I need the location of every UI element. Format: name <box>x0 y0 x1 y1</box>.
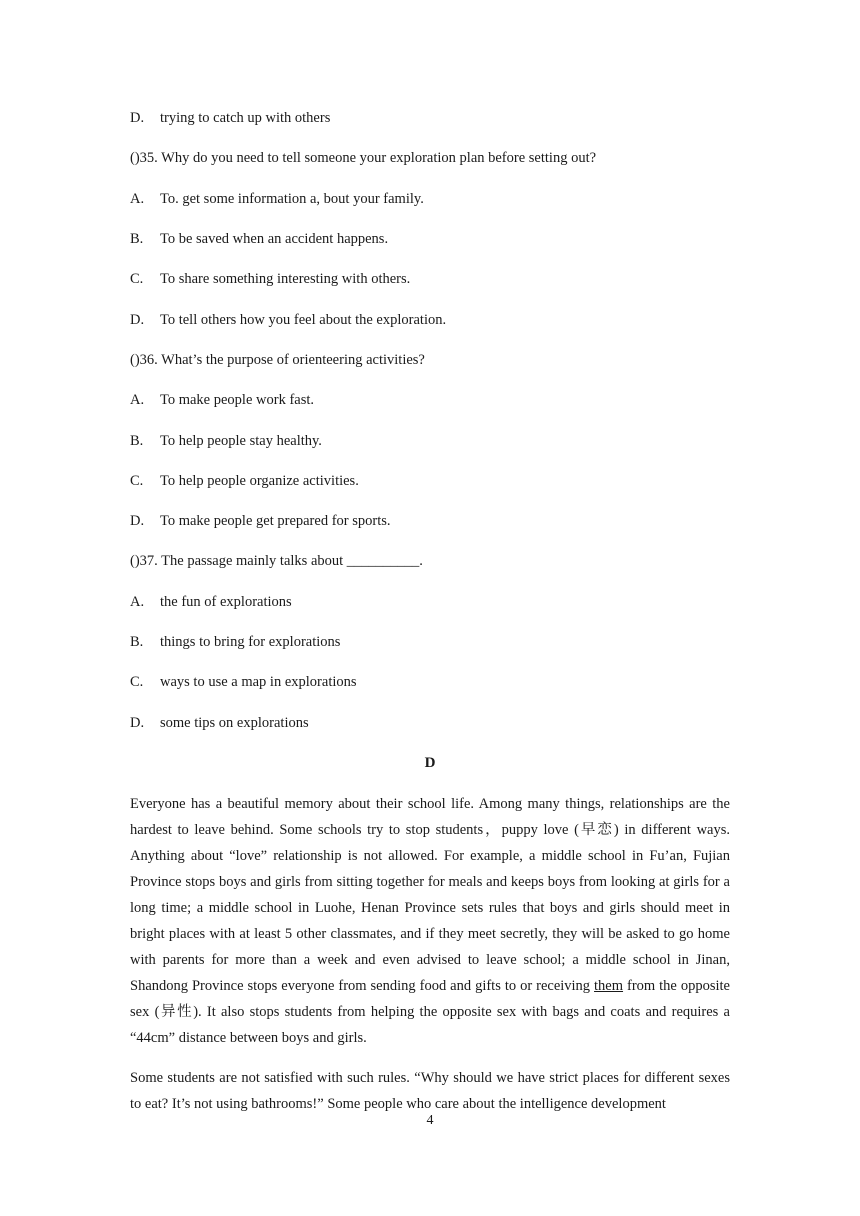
option-text: ways to use a map in explorations <box>160 674 357 690</box>
option-text: To make people work fast. <box>160 392 315 408</box>
section-d-title: D <box>424 755 436 771</box>
q35-stem: ()35. Why do you need to tell someone your exploration plan before setting out? <box>130 150 597 166</box>
option-text: To share something interesting with others. <box>160 271 411 287</box>
option-letter: C. <box>130 271 144 287</box>
option-letter: D. <box>130 312 145 328</box>
q35-option-a <box>130 189 424 209</box>
q35-option-b <box>130 229 388 249</box>
option-text: To help people organize activities. <box>160 473 359 489</box>
q37-option-c <box>130 672 357 692</box>
q36-option-a <box>130 390 314 410</box>
q35-option-d <box>130 310 446 330</box>
q37-option-b <box>130 632 340 652</box>
section-d-paragraph-2: Some students are not satisfied with such rules. “Why should we have strict places for different sexes to eat? It’s not using bathrooms!” Some people who care about the intelligence development <box>130 1070 730 1112</box>
section-d-paragraph-1 <box>130 791 730 1051</box>
underlined-word: them <box>594 978 624 994</box>
option-letter: D. <box>130 513 145 529</box>
option-text: things to bring for explorations <box>160 634 341 650</box>
q36-option-b <box>130 431 322 451</box>
option-text: To make people get prepared for sports. <box>160 513 391 529</box>
q37-stem: ()37. The passage mainly talks about __________. <box>130 553 423 569</box>
option-letter: B. <box>130 634 144 650</box>
q34-option-d <box>130 108 330 128</box>
q37-option-a <box>130 592 292 612</box>
option-text: To be saved when an accident happens. <box>160 231 389 247</box>
option-letter: B. <box>130 231 144 247</box>
q36-option-d <box>130 511 391 531</box>
q35-option-c <box>130 269 410 289</box>
option-text: To help people stay healthy. <box>160 433 322 449</box>
option-letter: D. <box>130 715 145 731</box>
paragraph-text-part-1: Everyone has a beautiful memory about their school life. Among many things, relationships are the hardest to leave behind. Some schools try to stop students，puppy love (早恋) in different ways. Anything about “love” relationship is not allowed. For example, a middle school in Fu’an, Fujian Province stops boys and girls from sitting together for meals and keeps boys from looking at girls for a long time; a middle school in Luohe, Henan Province sets rules that boys and girls should meet in bright places with at least 5 other classmates, and if they meet secretly, they will be asked to go home with parents for more than a week and even advised to leave school; a middle school in Jinan, Shandong Province stops everyone from sending food and gifts to or receiving <box>130 796 730 994</box>
option-letter: B. <box>130 433 144 449</box>
option-text: the fun of explorations <box>160 594 292 610</box>
option-letter: D. <box>130 110 145 126</box>
q37-option-d <box>130 713 309 733</box>
option-text: some tips on explorations <box>160 715 309 731</box>
paragraph-text-part-2: from the opposite sex (异性). It also stops students from helping the opposite sex with bags and coats and requires a “44cm” distance between boys and girls. <box>130 978 730 1046</box>
page-number: 4 <box>426 1113 434 1128</box>
option-text: To tell others how you feel about the exploration. <box>160 312 447 328</box>
q36-option-c <box>130 471 359 491</box>
q36-stem: ()36. What’s the purpose of orienteering activities? <box>130 352 425 368</box>
option-letter: A. <box>130 392 145 408</box>
option-text: To. get some information a, bout your family. <box>160 191 424 207</box>
option-letter: A. <box>130 191 145 207</box>
option-letter: C. <box>130 473 144 489</box>
option-text: trying to catch up with others <box>160 110 331 126</box>
option-letter: A. <box>130 594 145 610</box>
option-letter: C. <box>130 674 144 690</box>
